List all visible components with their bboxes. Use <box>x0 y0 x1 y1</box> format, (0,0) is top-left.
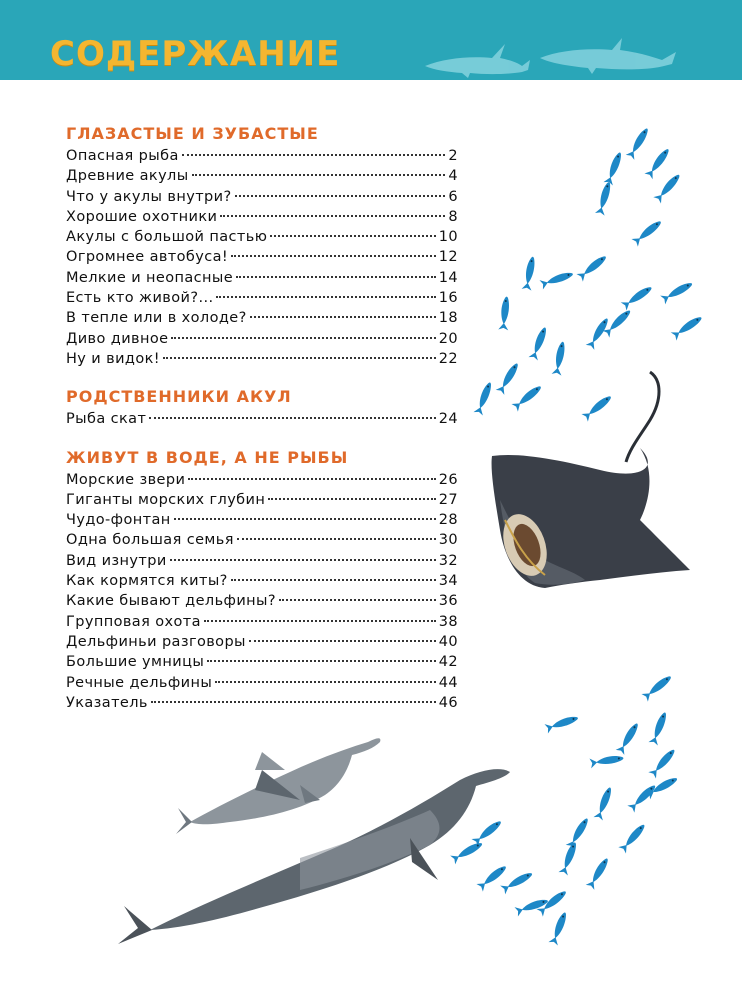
entry-label: Опасная рыба <box>66 148 179 164</box>
entry-page: 16 <box>438 290 458 307</box>
entry-label: Огромнее автобуса! <box>66 249 229 266</box>
entry-label: Морские звери <box>66 471 186 488</box>
entry-label: Большие умницы <box>66 654 205 671</box>
entry-page: 36 <box>438 593 458 610</box>
entry-label: Ну и видок! <box>66 350 160 367</box>
entry-page: 32 <box>438 552 458 569</box>
entry-label: Указатель <box>66 694 148 711</box>
entry-label: Одна большая семья <box>66 532 234 549</box>
entry-page: 18 <box>438 310 458 327</box>
entry-label: В тепле или в холоде? <box>66 310 247 327</box>
entry-label: Рыба скат <box>66 411 147 428</box>
entry-label: Диво дивное <box>66 330 169 347</box>
entry-label: Речные дельфины <box>66 674 213 691</box>
entry-label: Есть кто живой?... <box>66 290 214 307</box>
entry-page: 34 <box>438 573 458 590</box>
entry-page: 2 <box>448 148 458 164</box>
entry-page: 24 <box>438 411 458 428</box>
section-title: ГЛАЗАСТЫЕ И ЗУБАСТЫЕ <box>66 124 319 143</box>
entry-label: Гиганты морских глубин <box>66 491 266 508</box>
section-title: РОДСТВЕННИКИ АКУЛ <box>66 387 292 407</box>
entry-label: Акулы с большой пастью <box>66 229 268 246</box>
entry-label: Хорошие охотники <box>66 208 218 225</box>
entry-label: Вид изнутри <box>66 552 167 569</box>
entry-page: 42 <box>438 654 458 671</box>
entry-page: 44 <box>438 674 458 691</box>
entry-label: Мелкие и неопасные <box>66 269 234 286</box>
entry-page: 40 <box>438 633 458 650</box>
entry-page: 12 <box>438 249 458 266</box>
entry-label: Групповая охота <box>66 613 201 630</box>
entry-label: Древние акулы <box>66 168 189 185</box>
entry-page: 10 <box>438 229 458 246</box>
entry-label: Чудо-фонтан <box>66 512 171 529</box>
entry-page: 30 <box>438 532 458 549</box>
page-title: СОДЕРЖАНИЕ <box>50 34 341 74</box>
entry-label: Дельфиньи разговоры <box>66 633 246 650</box>
entry-page: 28 <box>438 512 458 529</box>
entry-label: Что у акулы внутри? <box>66 188 232 205</box>
entry-label: Какие бывают дельфины? <box>66 593 276 610</box>
entry-page: 26 <box>438 471 458 488</box>
entry-page: 14 <box>438 269 458 286</box>
entry-page: 46 <box>438 694 458 711</box>
entry-page: 27 <box>438 491 458 508</box>
section-title: ЖИВУТ В ВОДЕ, А НЕ РЫБЫ <box>66 447 349 467</box>
entry-page: 6 <box>448 188 458 205</box>
entry-page: 38 <box>438 613 458 630</box>
entry-page: 4 <box>448 168 458 185</box>
entry-page: 20 <box>438 330 458 347</box>
entry-page: 22 <box>438 350 458 367</box>
entry-page: 8 <box>448 208 458 225</box>
entry-label: Как кормятся киты? <box>66 573 228 590</box>
